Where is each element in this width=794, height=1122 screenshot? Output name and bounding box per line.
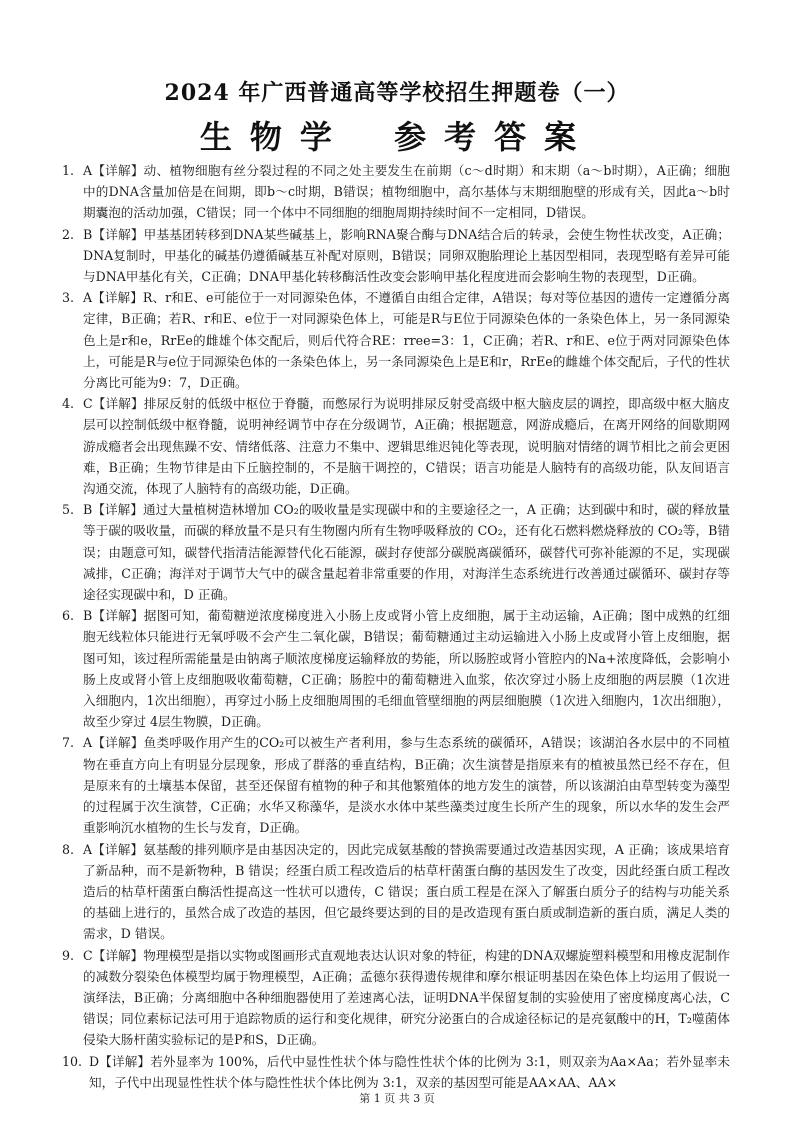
page-footer: 第 1 页 共 3 页: [359, 1092, 435, 1105]
answer-item: [62, 945, 730, 1051]
item-text: A【详解】氨基酸的排列顺序是由基因决定的，因此完成氨基酸的替换需要通过改造基因实现，A 正确；该成果培育了新品种，而不是新物种，B 错误；经蛋白质工程改造后的枯草杆菌蛋白酶的基因发生了改变，因此经蛋白质工程改造后的枯草杆菌蛋白酶活性提高这一性状可以遗传，C 错误；蛋白质工程是在深入了解蛋白质分子的结构与功能关系的基础上进行的，虽然合成了改造的基因，但它最终要达到的目的是改造现有蛋白质或制造新的蛋白质，满足人类的需求，D 错误。: [83, 841, 730, 942]
exam-title: 2024 年广西普通高等学校招生押题卷（一）: [164, 80, 630, 106]
answer-list: [62, 160, 730, 1093]
answer-key-label: 参考答案: [394, 118, 595, 156]
item-number: 6.: [62, 608, 75, 624]
item-number: 8.: [62, 841, 75, 857]
item-number: 2.: [62, 226, 75, 242]
item-text: C【详解】排尿反射的低级中枢位于脊髓，而憋尿行为说明排尿反射受高级中枢大脑皮层的调控，即高级中枢大脑皮层可以控制低级中枢脊髓，说明神经调节中存在分级调节，A正确；根据题意，网游成瘾后，在离开网络的间歇期网游成瘾者会出现焦躁不安、情绪低落、注意力不集中、逻辑思维迟钝化等表现，说明脑对情绪的调节相比之前会更困难，B正确；生物节律是由下丘脑控制的，不是脑干调控的，C错误；语言功能是人脑特有的高级功能，队友间语言沟通交流，体现了人脑特有的高级功能，D正确。: [83, 396, 730, 497]
item-text: B【详解】甲基基团转移到DNA某些碱基上，影响RNA聚合酶与DNA结合后的转录，会使生物性状改变，A正确；DNA复制时，甲基化的碱基仍遵循碱基互补配对原则，B错误；同卵双胞胎理论上基因型相同，表现型略有差异可能与DNA甲基化有关，C正确；DNA甲基化转移酶活性改变会影响甲基化程度进而会影响生物的表现型，D正确。: [83, 226, 730, 285]
item-number: 7.: [62, 735, 75, 751]
subject-name: 生物学: [199, 118, 350, 156]
answer-item: [62, 1051, 730, 1093]
item-text: B【详解】通过大量植树造林增加 CO₂的吸收量是实现碳中和的主要途径之一，A 正确；达到碳中和时，碳的释放量等于碳的吸收量，而碳的释放量不是只有生物圈内所有生物呼吸释放的 CO₂，还有化石燃料燃烧释放的 CO₂等，B错误；由题意可知，碳替代指清洁能源替代化石能源，碳封存使部分碳脱离碳循环，碳替代可弥补能源的不足，实现碳减排，C正确；海洋对于调节大气中的碳含量起着非常重要的作用，对海洋生态系统进行改善通过碳循环、碳封存等途径实现碳中和，D 正确。: [83, 502, 730, 603]
answer-item: [62, 499, 730, 605]
answer-item: [62, 732, 730, 838]
item-number: 3.: [62, 290, 75, 306]
answer-item: [62, 224, 730, 288]
answer-item: [62, 160, 730, 224]
answer-item: [62, 287, 730, 393]
item-number: 4.: [62, 396, 75, 412]
item-text: A【详解】动、植物细胞有丝分裂过程的不同之处主要发生在前期（c～d时期）和末期（a～b时期），A正确；细胞中的DNA含量加倍是在间期，即b～c时期，B错误；植物细胞中，高尔基体与末期细胞壁的形成有关，因此a～b时期囊泡的活动加强，C错误；同一个体中不同细胞的细胞周期持续时间不一定相同，D错误。: [83, 163, 730, 221]
item-text: A【详解】R、r和E、e可能位于一对同源染色体，不遵循自由组合定律，A错误；每对等位基因的遗传一定遵循分离定律，B正确；若R、r和E、e位于一对同源染色体上，可能是R与E位于同源染色体的一条染色体上，另一条同源染色上是r和e，RrEe的雌雄个体交配后，则后代符合RE：rree=3：1，C正确；若R、r和E、e位于两对同源染色体上，可能是R与e位于同源染色体的一条染色体上，另一条同源染色上是E和r，RrEe的雌雄个体交配后，子代的性状分离比可能为9：7，D正确。: [83, 290, 730, 391]
item-text: B【详解】据图可知，葡萄糖逆浓度梯度进入小肠上皮或肾小管上皮细胞，属于主动运输，A正确；图中成熟的红细胞无线粒体只能进行无氧呼吸不会产生二氧化碳，B错误；葡萄糖通过主动运输进入小肠上皮或肾小管上皮细胞，据图可知，该过程所需能量是由钠离子顺浓度梯度运输释放的势能，所以肠腔或肾小管腔内的Na+浓度降低，会影响小肠上皮或肾小管上皮细胞吸收葡萄糖，C正确；肠腔中的葡萄糖进入血浆，依次穿过小肠上皮细胞的两层膜（1次进入细胞内，1次出细胞），再穿过小肠上皮细胞周围的毛细血管壁细胞的两层细胞膜（1次进入细胞内，1次出细胞），故至少穿过 4层生物膜，D正确。: [83, 608, 730, 730]
answer-item: [62, 393, 730, 499]
answer-item: [62, 839, 730, 945]
item-number: 10.: [62, 1053, 83, 1069]
item-text: C【详解】物理模型是指以实物或图画形式直观地表达认识对象的特征，构建的DNA双螺旋塑料模型和用橡皮泥制作的减数分裂染色体模型均属于物理模型，A正确；孟德尔获得遗传规律和摩尔根证明基因在染色体上均运用了假说一演绎法，B正确；分离细胞中各种细胞器使用了差速离心法，证明DNA半保留复制的实验使用了密度梯度离心法，C错误；同位素标记法可用于追踪物质的运行和变化规律，研究分泌蛋白的合成途径标记的是亮氨酸中的H，T₂噬菌体侵染大肠杆菌实验标记的是P和S，D正确。: [83, 947, 730, 1048]
item-number: 1.: [62, 163, 75, 178]
item-number: 5.: [62, 502, 75, 518]
subject-title: [0, 112, 794, 158]
item-number: 9.: [62, 947, 75, 963]
item-text: A【详解】鱼类呼吸作用产生的CO₂可以被生产者利用，参与生态系统的碳循环，A错误；该湖泊各水层中的不同植物在垂直方向上有明显分层现象，形成了群落的垂直结构，B正确；次生演替是指原来有的植被虽然已经不存在，但是原来有的土壤基本保留，甚至还保留有植物的种子和其他繁殖体的地方发生的演替，所以该湖泊由草型转变为藻型的过程属于次生演替，C正确；水华又称藻华，是淡水水体中某些藻类过度生长所产生的现象，所以水华的发生会严重影响沉水植物的生长与发育，D正确。: [83, 735, 730, 836]
answer-item: [62, 605, 730, 732]
item-text: D【详解】若外显率为 100%，后代中显性性状个体与隐性性状个体的比例为 3:1，则双亲为Aa×Aa；若外显率未知，子代中出现显性性状个体与隐性性状个体比例为 3:1，双亲的基因型可能是AA×AA、AA×: [89, 1053, 730, 1090]
